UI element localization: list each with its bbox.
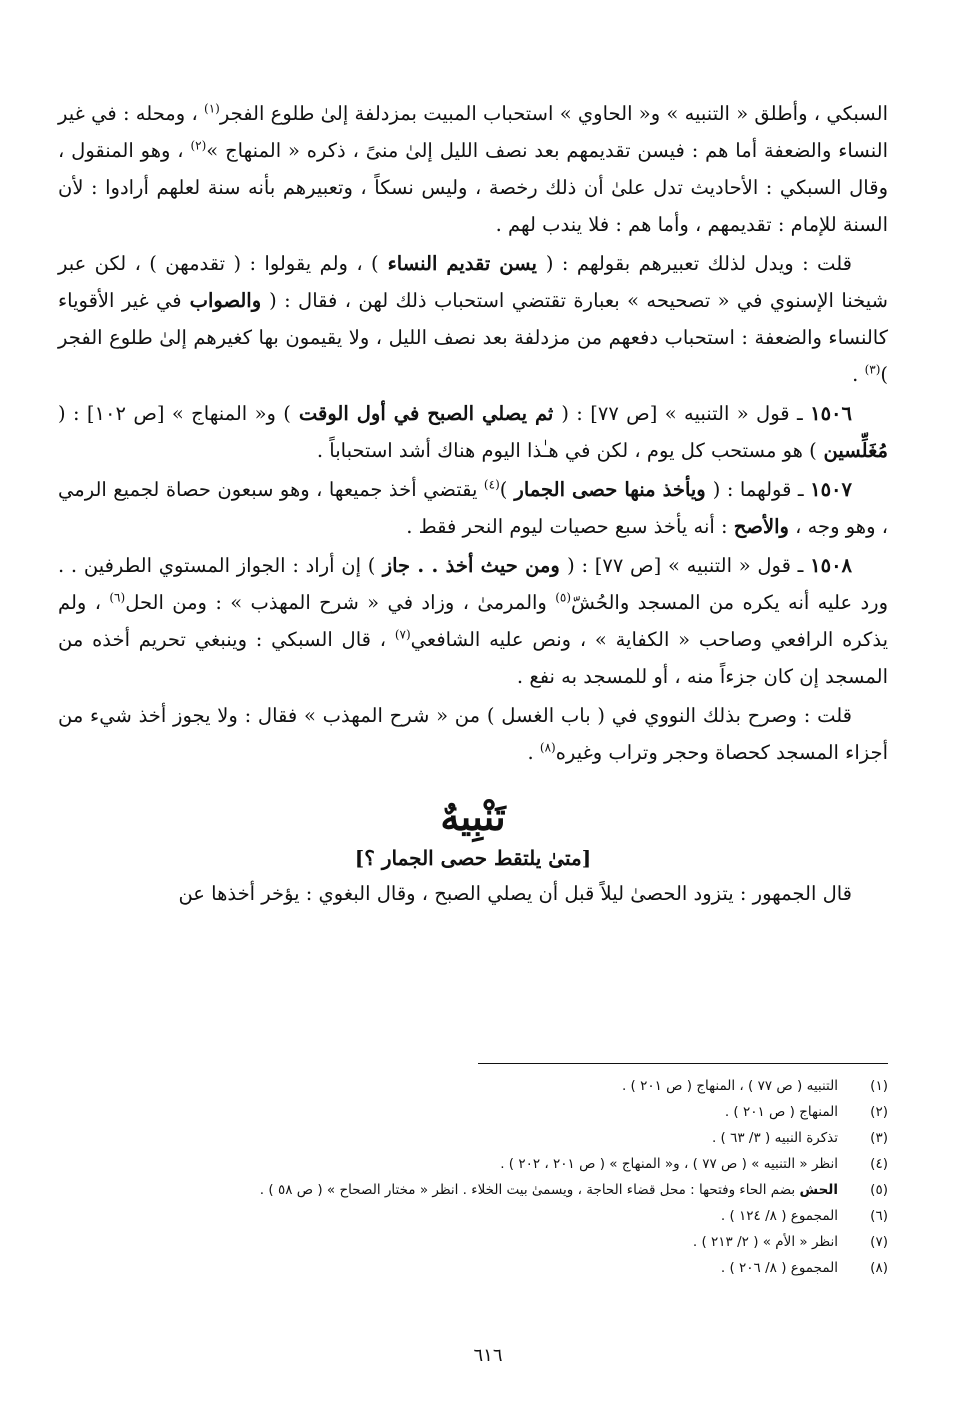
footnote-ref[interactable]: (٤): [483, 477, 500, 492]
footnote-ref[interactable]: (٨): [539, 740, 556, 755]
footnote: [58, 1099, 888, 1125]
paragraph: [58, 95, 888, 243]
footnote-ref[interactable]: (٧): [394, 627, 411, 642]
footnotes: [58, 1073, 888, 1281]
footnote-ref[interactable]: (٢): [190, 138, 207, 153]
section-heading: [58, 793, 888, 875]
text-run: ـ قولهما : (: [712, 478, 811, 501]
text-run: ، قال السبكي : وينبغي تحريم أخذه من المسجد إن كان جزءاً منه ، أو للمسجد به نفع .: [58, 628, 888, 688]
footnote: [58, 1255, 888, 1281]
footnote-number: (٦): [870, 1208, 888, 1224]
footnote-number: (٣): [870, 1130, 888, 1146]
text-run: : أنه يأخذ سبع حصيات ليوم النحر فقط .: [406, 515, 734, 538]
footnote: [58, 1203, 888, 1229]
ornament-heading: تَنْبِيهٌ: [440, 794, 506, 839]
text-run: السبكي ، وأطلق « التنبيه » و« الحاوي » استحباب المبيت بمزدلفة إلىٰ طلوع الفجر: [219, 102, 888, 125]
footnote-ref[interactable]: (٦): [109, 590, 126, 605]
text-run: ، وهو المنقول ، وقال السبكي : الأحاديث تدل علىٰ أن ذلك رخصة ، وليس نسكاً ، وتعبيرهم بأنه سنة لعلهم أرادوا : لأن السنة للإمام : تقديمهم ، وأما هم : فلا يندب لهم .: [58, 139, 888, 236]
text-run: قلت : ويدل لذلك تعبيرهم بقولهم : (: [545, 252, 852, 275]
paragraph: [58, 245, 888, 393]
text-run: ) و« المنهاج » [ص ١٠٢] : (: [58, 402, 291, 425]
footnote-ref[interactable]: (٣): [864, 362, 881, 377]
text-run: ـ قول « التنبيه » [ص ٧٧] : (: [561, 402, 811, 425]
footnote-text: المنهاج ( ص ٢٠١ ) .: [724, 1104, 838, 1120]
quoted-text: ومن حيث أخذ . . جاز: [375, 554, 568, 577]
footnote-ref[interactable]: (٥): [555, 590, 572, 605]
footnote-number: (٢): [870, 1104, 888, 1120]
issue-number: ١٥٠٧: [810, 478, 853, 501]
bold-term: والأصح: [733, 515, 789, 538]
footnote-number: (١): [870, 1078, 888, 1094]
text-run: ) إن أراد : الجواز المستوي الطرفين . . ورد عليه أنه يكره من المسجد والحُشّ: [58, 554, 888, 614]
text-run: .: [527, 741, 540, 764]
paragraph: قال الجمهور : يتزود الحصىٰ ليلاً قبل أن يصلي الصبح ، وقال البغوي : يؤخر أخذها عن: [178, 882, 852, 905]
subheading: [متىٰ يلتقط حصى الجمار ؟]: [354, 846, 592, 870]
footnote: [58, 1151, 888, 1177]
page-number: ٦١٦: [473, 1345, 503, 1366]
footnote-term: الحش: [799, 1182, 838, 1198]
footnote: [58, 1073, 888, 1099]
paragraph: [58, 697, 888, 771]
footnote-text: انظر « الأم » ( ٢/ ٢١٣ ) .: [692, 1234, 838, 1250]
footnote: [58, 1125, 888, 1151]
footnote: [58, 1177, 888, 1203]
page-body: [58, 95, 888, 914]
footnote-number: (٥): [870, 1182, 888, 1198]
text-run: .: [852, 363, 865, 386]
footnote-text: المجموع ( ٨/ ١٢٤ ) .: [720, 1208, 838, 1224]
text-run: ): [499, 478, 508, 501]
issue-number: ١٥٠٨: [810, 554, 853, 577]
numbered-issue: [58, 395, 888, 469]
numbered-issue: [58, 547, 888, 695]
footnote-text: بضم الحاء وفتحها : محل قضاء الحاجة ، ويسمىٰ بيت الخلاء . انظر « مختار الصحاح » ( ص ٥٨ ) .: [259, 1182, 800, 1198]
footnote: [58, 1229, 888, 1255]
text-run: ، ومحله : في غير النساء والضعفة أما هم : فيسن تقديمهم بعد نصف الليل إلىٰ منىً ، ذكره « المنهاج »: [58, 102, 889, 162]
footnote-divider: [478, 1063, 888, 1064]
text-run: ) ، ولم يقولوا : ( تقدمهن ) ، لكن عبر شيخنا الإسنوي في « تصحيحه » بعبارة تقتضي استحباب ذلك لهن ، فقال : (: [58, 252, 888, 312]
quoted-text: والصواب: [181, 289, 270, 312]
quoted-text: مُغَلِّسين: [816, 439, 888, 462]
text-run: قلت : وصرح بذلك النووي في ( باب الغسل ) من « شرح المهذب » فقال : ولا يجوز أخذ شيء من أجزاء المسجد كحصاة وحجر وتراب وغيره: [58, 704, 888, 764]
footnote-number: (٧): [870, 1234, 888, 1250]
numbered-issue: [58, 471, 888, 545]
footnote-number: (٨): [870, 1260, 888, 1276]
quoted-text: ويأخذ منها حصى الجمار: [507, 478, 713, 501]
text-run: يقتضي أخذ جميعها ، وهو سبعون حصاة لجميع الرمي ، وهو وجه ،: [58, 478, 888, 538]
text-run: ـ قول « التنبيه » [ص ٧٧] : (: [567, 554, 811, 577]
footnote-text: تذكرة النبيه ( ٣/ ٦٣ ) .: [711, 1130, 838, 1146]
footnote-text: المجموع ( ٨/ ٢٠٦ ) .: [720, 1260, 838, 1276]
footnote-text: انظر « التنبيه » ( ص ٧٧ ) ، و« المنهاج » ( ص ٢٠١ ، ٢٠٢ ) .: [500, 1156, 838, 1172]
quoted-text: يسن تقديم النساء: [378, 252, 546, 275]
footnote-number: (٤): [870, 1156, 888, 1172]
quoted-text: ثم يصلي الصبح في أول الوقت: [290, 402, 562, 425]
footnote-ref[interactable]: (١): [204, 101, 220, 116]
footnote-text: التنبيه ( ص ٧٧ ) ، المنهاج ( ص ٢٠١ ) .: [621, 1078, 838, 1094]
issue-number: ١٥٠٦: [810, 402, 852, 425]
text-run: والمرمىٰ ، وزاد في « شرح المهذب » : ومن الحل: [125, 591, 556, 614]
text-run: ) هو مستحب كل يوم ، لكن في هـٰذا اليوم هناك أشد استحباباً .: [316, 439, 817, 462]
text-run: ، ولم يذكره الرافعي وصاحب « الكفاية » ، ونص عليه الشافعي: [58, 591, 888, 651]
text-run: في غير الأقوياء كالنساء والضعفة : استحباب دفعهم من مزدلفة بعد نصف الليل ، ولا يقيمون بها كغيرهم إلىٰ طلوع الفجر ): [58, 289, 888, 386]
